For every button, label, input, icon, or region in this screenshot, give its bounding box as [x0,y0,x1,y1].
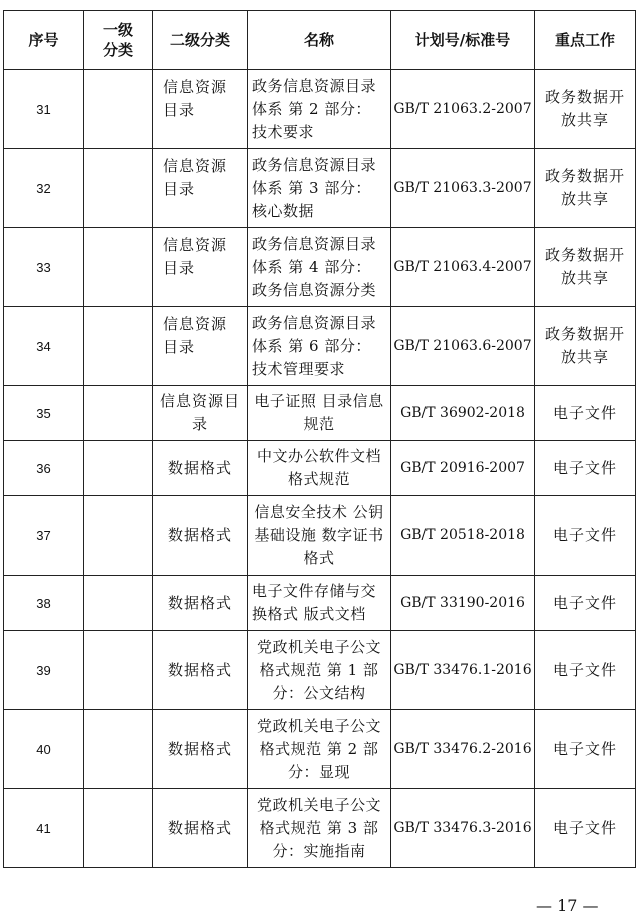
cell-work: 政务数据开放共享 [535,307,636,386]
cell-name: 政务信息资源目录体系 第 3 部分：核心数据 [248,149,391,228]
header-name: 名称 [248,11,391,70]
cell-work: 电子文件 [535,386,636,441]
table-row [4,496,636,576]
cell-work: 电子文件 [535,441,636,496]
table-row [4,710,636,789]
cell-cat2: 数据格式 [153,710,248,789]
cell-cat1 [84,70,153,149]
cell-seq: 34 [4,307,84,386]
cell-work: 电子文件 [535,631,636,710]
cell-cat2: 信息资源目录 [153,70,248,149]
cell-seq: 33 [4,228,84,307]
table-row [4,70,636,149]
cell-cat2: 数据格式 [153,496,248,576]
cell-cat1 [84,386,153,441]
table-row [4,631,636,710]
cell-cat1 [84,228,153,307]
table-row [4,386,636,441]
header-cat2: 二级分类 [153,11,248,70]
cell-seq: 41 [4,789,84,868]
cell-cat1 [84,149,153,228]
cell-work: 电子文件 [535,496,636,576]
cell-cat1 [84,789,153,868]
header-work: 重点工作 [535,11,636,70]
table-row [4,307,636,386]
header-cat1 [84,11,153,70]
cell-seq: 38 [4,576,84,631]
cell-seq: 37 [4,496,84,576]
cell-code: GB/T 20916-2007 [391,441,535,496]
cell-code: GB/T 21063.2-2007 [391,70,535,149]
cell-code: GB/T 33476.1-2016 [391,631,535,710]
header-row [4,11,636,70]
cell-name: 政务信息资源目录体系 第 2 部分：技术要求 [248,70,391,149]
cell-code: GB/T 21063.3-2007 [391,149,535,228]
cell-seq: 35 [4,386,84,441]
cell-seq: 36 [4,441,84,496]
cell-name: 党政机关电子公文格式规范 第 3 部分：实施指南 [248,789,391,868]
cell-cat2: 数据格式 [153,576,248,631]
cell-code: GB/T 33476.2-2016 [391,710,535,789]
cell-name: 中文办公软件文档格式规范 [248,441,391,496]
cell-name: 电子证照 目录信息规范 [248,386,391,441]
cell-seq: 32 [4,149,84,228]
cell-seq: 31 [4,70,84,149]
cell-code: GB/T 33476.3-2016 [391,789,535,868]
cell-cat2: 数据格式 [153,441,248,496]
cell-name: 党政机关电子公文格式规范 第 2 部分：显现 [248,710,391,789]
cell-seq: 40 [4,710,84,789]
cell-name: 政务信息资源目录体系 第 6 部分：技术管理要求 [248,307,391,386]
header-cat1-text: 一级 分类 [102,21,133,59]
cell-work: 电子文件 [535,710,636,789]
cell-work: 政务数据开放共享 [535,228,636,307]
page-number: — 17 — [536,896,599,915]
header-code: 计划号/标准号 [391,11,535,70]
cell-code: GB/T 21063.6-2007 [391,307,535,386]
cell-cat1 [84,441,153,496]
cell-name: 政务信息资源目录体系 第 4 部分：政务信息资源分类 [248,228,391,307]
cell-cat1 [84,307,153,386]
standards-table [3,10,636,868]
cell-code: GB/T 33190-2016 [391,576,535,631]
cell-cat2: 信息资源目录 [153,386,248,441]
cell-cat2: 信息资源目录 [153,149,248,228]
cell-cat1 [84,631,153,710]
table-row [4,228,636,307]
cell-code: GB/T 20518-2018 [391,496,535,576]
cell-cat2: 信息资源目录 [153,307,248,386]
cell-name: 党政机关电子公文格式规范 第 1 部分：公文结构 [248,631,391,710]
table-row [4,789,636,868]
cell-cat1 [84,496,153,576]
cell-name: 信息安全技术 公钥基础设施 数字证书格式 [248,496,391,576]
table-row [4,149,636,228]
cell-work: 政务数据开放共享 [535,149,636,228]
header-seq: 序号 [4,11,84,70]
table-row [4,441,636,496]
cell-code: GB/T 36902-2018 [391,386,535,441]
cell-work: 电子文件 [535,789,636,868]
cell-cat2: 信息资源目录 [153,228,248,307]
cell-cat1 [84,576,153,631]
cell-seq: 39 [4,631,84,710]
cell-cat2: 数据格式 [153,789,248,868]
cell-code: GB/T 21063.4-2007 [391,228,535,307]
cell-cat2: 数据格式 [153,631,248,710]
cell-work: 电子文件 [535,576,636,631]
cell-cat1 [84,710,153,789]
table-row [4,576,636,631]
cell-name: 电子文件存储与交换格式 版式文档 [248,576,391,631]
cell-work: 政务数据开放共享 [535,70,636,149]
